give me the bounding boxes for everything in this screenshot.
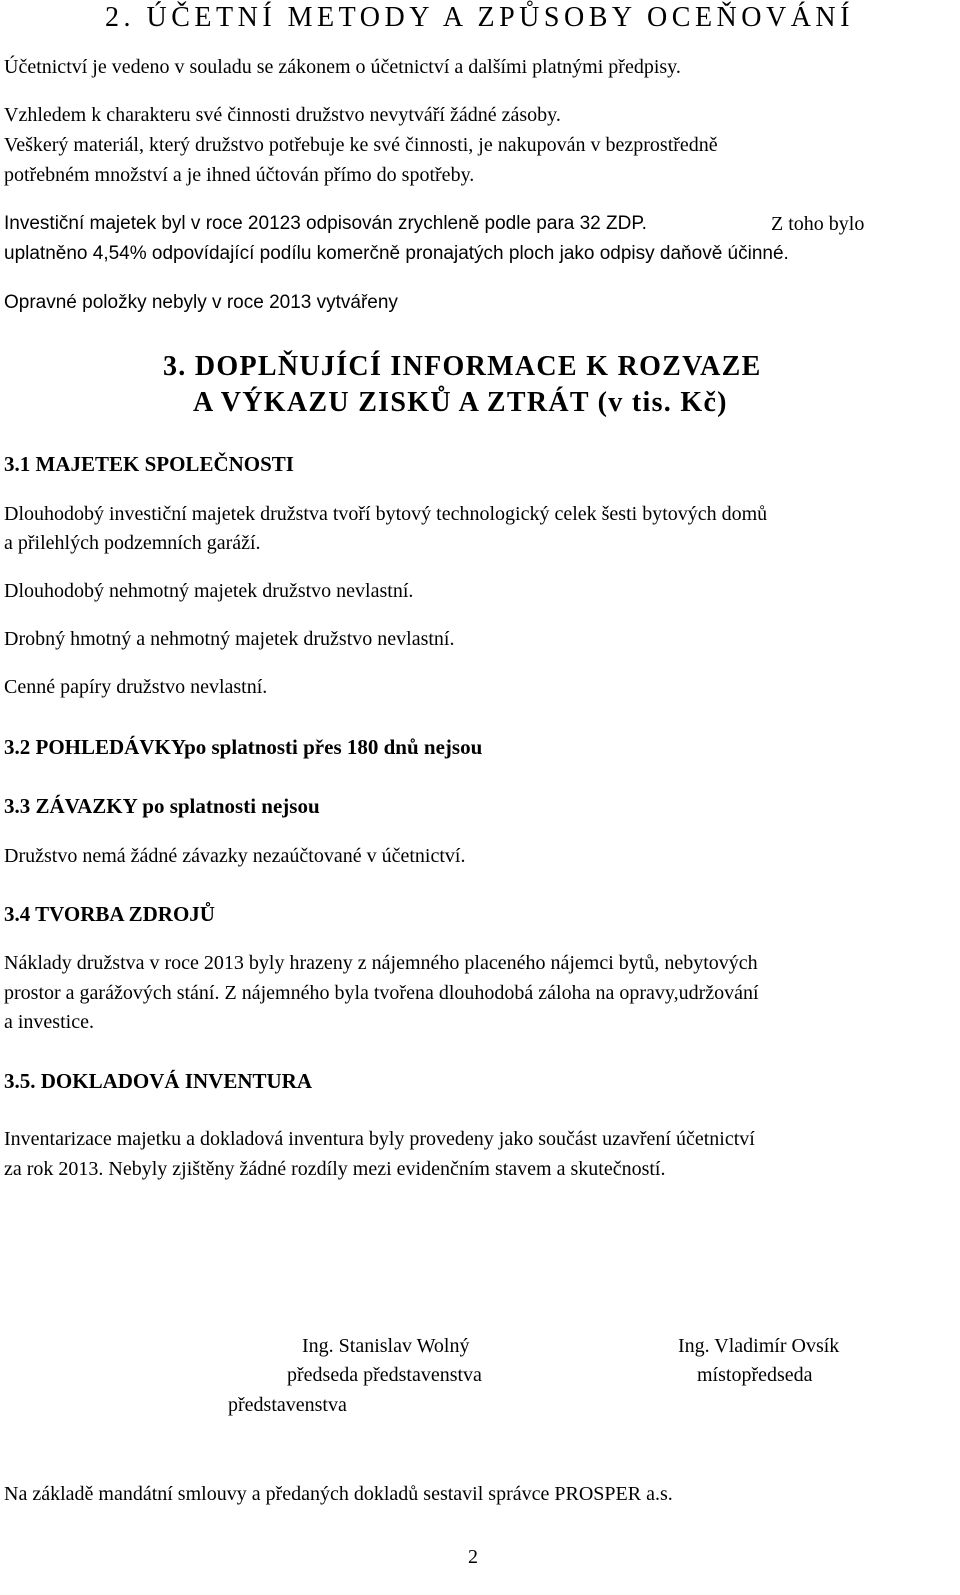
paragraph-line: uplatněno 4,54% odpovídající podílu komerčně pronajatých ploch jako odpisy daňově účinné.	[4, 243, 789, 264]
signature-left-name: Ing. Stanislav Wolný	[302, 1335, 470, 1357]
signature-right-role: místopředseda	[697, 1364, 813, 1386]
paragraph-line: Dlouhodobý investiční majetek družstva tvoří bytový technologický celek šesti bytových domů	[4, 503, 768, 525]
subsection-3-5-heading: 3.5. DOKLADOVÁ INVENTURA	[4, 1069, 313, 1093]
paragraph-line: Z toho bylo	[771, 213, 865, 235]
subsection-3-4-heading: 3.4 TVORBA ZDROJŮ	[4, 902, 215, 926]
signature-left-role: předseda představenstva	[287, 1364, 482, 1386]
paragraph-line: Opravné položky nebyly v roce 2013 vytvářeny	[4, 292, 398, 313]
paragraph-line: za rok 2013. Nebyly zjištěny žádné rozdíly mezi evidenčním stavem a skutečností.	[4, 1158, 666, 1180]
paragraph: Dlouhodobý nehmotný majetek družstvo nevlastní.	[4, 580, 414, 602]
subsection-3-2-heading: 3.2 POHLEDÁVKYpo splatnosti přes 180 dnů nejsou	[4, 735, 483, 759]
paragraph-line: prostor a garážových stání. Z nájemného byla tvořena dlouhodobá záloha na opravy,udržování	[4, 982, 759, 1004]
section-2-heading: 2. ÚČETNÍ METODY A ZPŮSOBY OCEŇOVÁNÍ	[105, 2, 854, 33]
paragraph-line: Investiční majetek byl v roce 20123 odpisován zrychleně podle para 32 ZDP.	[4, 213, 647, 234]
paragraph: Cenné papíry družstvo nevlastní.	[4, 676, 268, 698]
paragraph: Družstvo nemá žádné závazky nezaúčtované v účetnictví.	[4, 845, 466, 867]
page-number: 2	[468, 1546, 478, 1568]
paragraph: Drobný hmotný a nehmotný majetek družstvo nevlastní.	[4, 628, 455, 650]
subsection-3-3-heading: 3.3 ZÁVAZKY po splatnosti nejsou	[4, 794, 320, 818]
signature-left-role-continued: představenstva	[228, 1394, 347, 1416]
paragraph-line: potřebném množství a je ihned účtován přímo do spotřeby.	[4, 164, 475, 186]
paragraph-line: a investice.	[4, 1011, 94, 1033]
paragraph-line: a přilehlých podzemních garáží.	[4, 532, 261, 554]
paragraph-line: Vzhledem k charakteru své činnosti družstvo nevytváří žádné zásoby.	[4, 104, 561, 126]
paragraph-line: Náklady družstva v roce 2013 byly hrazeny z nájemného placeného nájemci bytů, nebytových	[4, 952, 758, 974]
signature-right-name: Ing. Vladimír Ovsík	[678, 1335, 840, 1357]
section-3-heading-line-1: 3. DOPLŇUJÍCÍ INFORMACE K ROZVAZE	[163, 351, 762, 382]
section-3-heading-line-2: A VÝKAZU ZISKŮ A ZTRÁT (v tis. Kč)	[193, 387, 728, 418]
paragraph-line: Veškerý materiál, který družstvo potřebuje ke své činnosti, je nakupován v bezprostředně	[4, 134, 718, 156]
paragraph-line: Inventarizace majetku a dokladová inventura byly provedeny jako součást uzavření účetnictví	[4, 1128, 755, 1150]
subsection-3-1-heading: 3.1 MAJETEK SPOLEČNOSTI	[4, 452, 294, 476]
footer-note: Na základě mandátní smlouvy a předaných dokladů sestavil správce PROSPER a.s.	[4, 1483, 673, 1505]
paragraph: Účetnictví je vedeno v souladu se zákonem o účetnictví a dalšími platnými předpisy.	[4, 56, 681, 78]
